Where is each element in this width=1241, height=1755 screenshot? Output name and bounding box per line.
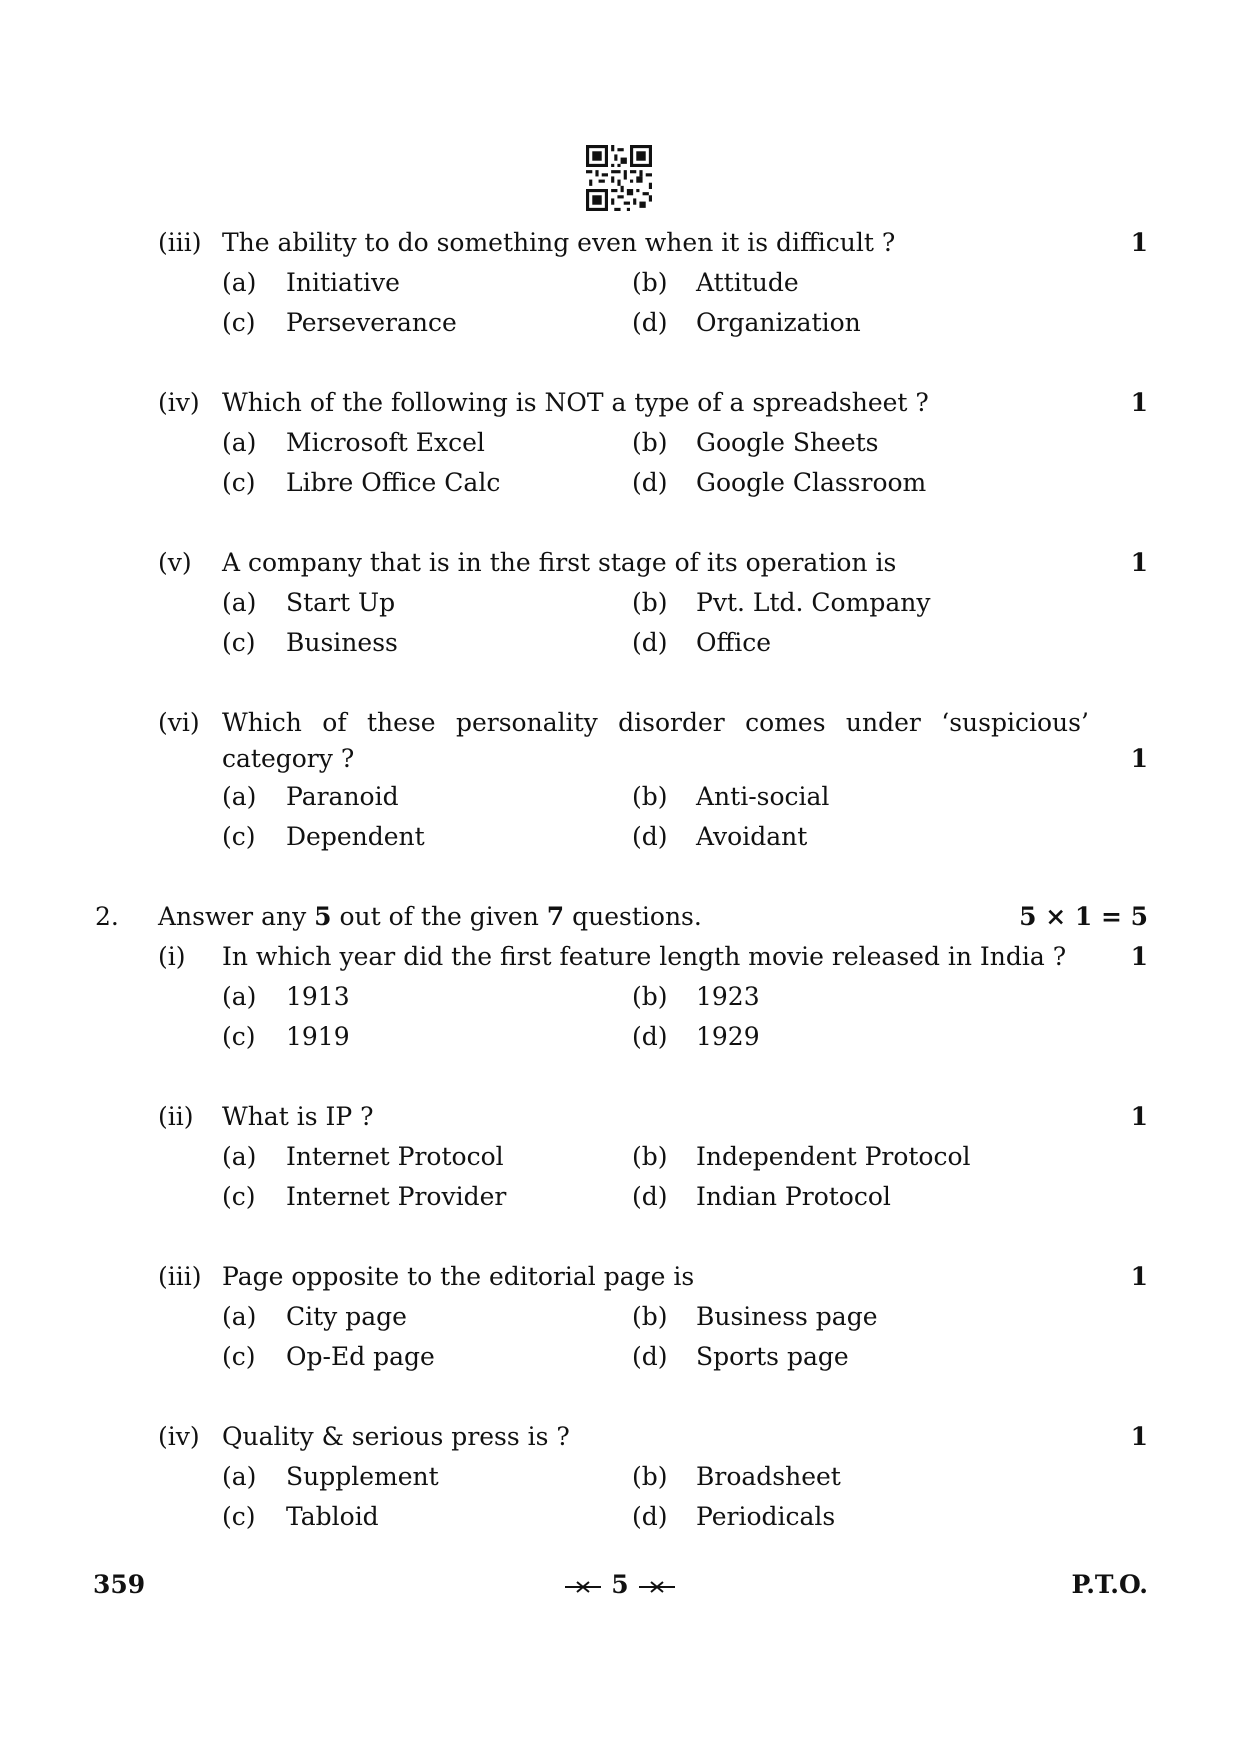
option-text: Periodicals — [696, 1502, 836, 1531]
option-text: Dependent — [286, 822, 425, 851]
question-number: (iv) — [158, 1422, 200, 1451]
option-label: (d) — [632, 1342, 668, 1371]
option-label: (c) — [222, 1342, 256, 1371]
option-label: (a) — [222, 782, 257, 811]
ornament-right-icon — [637, 1580, 677, 1594]
option-text: Independent Protocol — [696, 1142, 971, 1171]
option-label: (d) — [632, 308, 668, 337]
question-number: (ii) — [158, 1102, 194, 1131]
pto-label: P.T.O. — [1071, 1570, 1148, 1599]
option-text: Op-Ed page — [286, 1342, 435, 1371]
option-label: (d) — [632, 1022, 668, 1051]
option-text: Broadsheet — [696, 1462, 841, 1491]
question-number: (iii) — [158, 1262, 202, 1291]
section-number: 2. — [95, 902, 119, 931]
option-text: 1923 — [696, 982, 760, 1011]
option-text: City page — [286, 1302, 407, 1331]
option-text: Indian Protocol — [696, 1182, 891, 1211]
question-text: Which of the following is NOT a type of a spreadsheet ? — [222, 388, 929, 417]
question-word: of — [322, 708, 347, 737]
option-label: (c) — [222, 308, 256, 337]
option-label: (a) — [222, 982, 257, 1011]
option-label: (d) — [632, 822, 668, 851]
option-text: Start Up — [286, 588, 396, 617]
question-marks: 1 — [1130, 388, 1148, 417]
option-text: Attitude — [696, 268, 799, 297]
option-label: (a) — [222, 588, 257, 617]
question-marks: 1 — [1130, 1262, 1148, 1291]
option-text: Libre Office Calc — [286, 468, 501, 497]
question-number: (i) — [158, 942, 186, 971]
question-word: personality — [455, 708, 598, 737]
option-label: (c) — [222, 1502, 256, 1531]
question-word: disorder — [618, 708, 725, 737]
question-text: The ability to do something even when it is difficult ? — [222, 228, 896, 257]
option-text: Avoidant — [696, 822, 808, 851]
option-text: Office — [696, 628, 772, 657]
option-label: (c) — [222, 1182, 256, 1211]
option-label: (c) — [222, 628, 256, 657]
option-text: Microsoft Excel — [286, 428, 485, 457]
question-word: these — [367, 708, 436, 737]
option-text: Initiative — [286, 268, 400, 297]
question-number: (iii) — [158, 228, 202, 257]
option-label: (b) — [632, 782, 668, 811]
option-label: (a) — [222, 268, 257, 297]
page-number: 5 — [611, 1570, 629, 1599]
option-label: (a) — [222, 1142, 257, 1171]
question-number: (vi) — [158, 708, 200, 737]
option-label: (b) — [632, 982, 668, 1011]
question-word: ‘suspicious’ — [941, 708, 1089, 737]
question-marks: 1 — [1130, 228, 1148, 257]
option-text: 1913 — [286, 982, 350, 1011]
option-label: (b) — [632, 588, 668, 617]
option-label: (b) — [632, 1462, 668, 1491]
question-word: under — [845, 708, 921, 737]
option-text: 1919 — [286, 1022, 350, 1051]
section-marks: 5 × 1 = 5 — [1019, 902, 1148, 931]
option-label: (c) — [222, 822, 256, 851]
question-number: (iv) — [158, 388, 200, 417]
question-marks: 1 — [1130, 548, 1148, 577]
option-label: (c) — [222, 1022, 256, 1051]
option-text: Paranoid — [286, 782, 399, 811]
option-text: Business — [286, 628, 398, 657]
option-text: Google Classroom — [696, 468, 927, 497]
option-label: (d) — [632, 628, 668, 657]
question-text: In which year did the first feature length movie released in India ? — [222, 942, 1067, 971]
option-label: (a) — [222, 1302, 257, 1331]
option-text: Business page — [696, 1302, 878, 1331]
option-text: Perseverance — [286, 308, 457, 337]
qr-code — [586, 145, 652, 211]
option-text: Anti-social — [696, 782, 830, 811]
question-marks: 1 — [1130, 1102, 1148, 1131]
page-number-block — [520, 1570, 720, 1600]
question-marks: 1 — [1130, 1422, 1148, 1451]
question-text-line-1 — [222, 708, 1089, 738]
question-text: What is IP ? — [222, 1102, 374, 1131]
option-label: (b) — [632, 1302, 668, 1331]
option-label: (d) — [632, 468, 668, 497]
question-word: comes — [745, 708, 826, 737]
option-label: (d) — [632, 1502, 668, 1531]
question-word: Which — [222, 708, 302, 737]
question-text: Quality & serious press is ? — [222, 1422, 570, 1451]
section-instructions: Answer any 5 out of the given 7 questions. — [158, 902, 702, 931]
option-text: Sports page — [696, 1342, 849, 1371]
question-number: (v) — [158, 548, 192, 577]
option-text: Supplement — [286, 1462, 439, 1491]
option-text: Organization — [696, 308, 861, 337]
question-marks: 1 — [1130, 744, 1148, 773]
question-text-line-2: category ? — [222, 744, 355, 773]
paper-code: 359 — [93, 1570, 146, 1599]
option-text: Internet Protocol — [286, 1142, 504, 1171]
option-text: Google Sheets — [696, 428, 879, 457]
option-label: (a) — [222, 1462, 257, 1491]
option-text: Pvt. Ltd. Company — [696, 588, 931, 617]
option-label: (b) — [632, 268, 668, 297]
option-label: (b) — [632, 428, 668, 457]
ornament-left-icon — [563, 1580, 603, 1594]
option-label: (c) — [222, 468, 256, 497]
question-marks: 1 — [1130, 942, 1148, 971]
option-text: Internet Provider — [286, 1182, 507, 1211]
question-text: Page opposite to the editorial page is — [222, 1262, 695, 1291]
option-label: (b) — [632, 1142, 668, 1171]
question-text: A company that is in the first stage of its operation is — [222, 548, 897, 577]
option-text: 1929 — [696, 1022, 760, 1051]
option-text: Tabloid — [286, 1502, 379, 1531]
option-label: (d) — [632, 1182, 668, 1211]
option-label: (a) — [222, 428, 257, 457]
